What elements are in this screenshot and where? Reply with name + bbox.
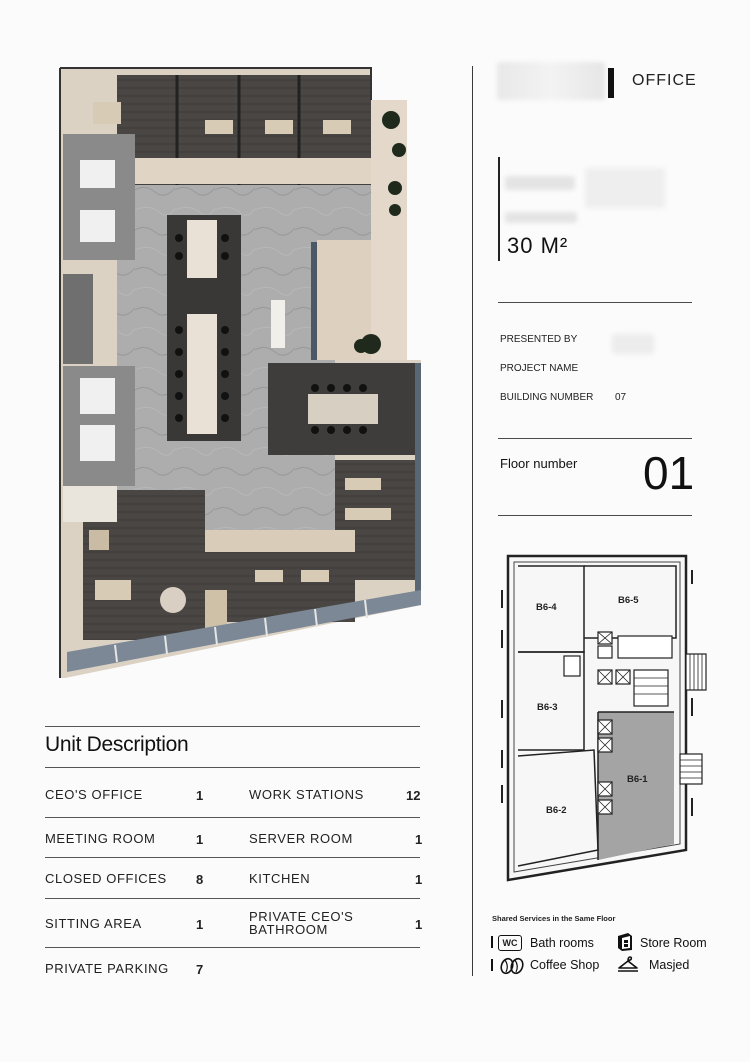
presented-by-label: PRESENTED BY <box>500 334 578 345</box>
masjed-label: Masjed <box>649 958 690 972</box>
divider <box>498 302 692 303</box>
blurred-presenter <box>612 334 654 354</box>
ud-value-kitchen: 1 <box>415 872 423 887</box>
coffee-shop-label: Coffee Shop <box>530 958 600 972</box>
ud-value-sitting-area: 1 <box>196 917 204 932</box>
building-key-plan <box>494 550 710 885</box>
divider <box>45 726 420 727</box>
divider <box>45 898 420 899</box>
ud-label-kitchen: KITCHEN <box>249 871 311 886</box>
ud-value-meeting-room: 1 <box>196 832 204 847</box>
divider <box>45 817 420 818</box>
shared-services-title: Shared Services in the Same Floor <box>492 914 616 923</box>
floor-number-value: 01 <box>643 447 695 499</box>
ud-label-server-room: SERVER ROOM <box>249 831 353 846</box>
ud-label-ceo-office: CEO'S OFFICE <box>45 787 143 802</box>
unit-label-b6-4: B6-4 <box>536 602 557 613</box>
unit-label-b6-3: B6-3 <box>537 702 558 713</box>
blurred-text-line <box>505 212 577 223</box>
project-name-label: PROJECT NAME <box>500 363 579 374</box>
building-number-value: 07 <box>615 392 627 403</box>
store-room-label: Store Room <box>640 936 707 950</box>
ud-value-server-room: 1 <box>415 832 423 847</box>
divider <box>498 438 692 439</box>
logo-separator <box>608 68 614 98</box>
ud-value-work-stations: 12 <box>406 788 421 803</box>
area-accent-bar <box>498 157 500 261</box>
divider <box>45 767 420 768</box>
ud-label-work-stations: WORK STATIONS <box>249 787 364 802</box>
ud-label-meeting-room: MEETING ROOM <box>45 831 156 846</box>
store-room-icon <box>616 932 634 952</box>
ud-value-private-parking: 7 <box>196 962 204 977</box>
unit-label-b6-2: B6-2 <box>546 805 567 816</box>
coffee-bean-icon <box>500 957 524 975</box>
area-value: 30 M² <box>507 233 569 258</box>
ud-label-closed-offices: CLOSED OFFICES <box>45 871 167 886</box>
divider <box>45 857 420 858</box>
ud-label-private-ceo-bathroom: PRIVATE CEO'S BATHROOM <box>249 909 354 937</box>
divider <box>498 515 692 516</box>
bath-rooms-label: Bath rooms <box>530 936 594 950</box>
property-type-label: OFFICE <box>632 72 697 89</box>
blurred-text-block <box>585 168 665 208</box>
unit-label-b6-1: B6-1 <box>627 774 648 785</box>
column-divider <box>472 66 473 976</box>
building-number-label: BUILDING NUMBER <box>500 392 594 403</box>
ud-label-private-parking: PRIVATE PARKING <box>45 961 169 976</box>
bullet-tick <box>491 936 493 948</box>
ud-value-closed-offices: 8 <box>196 872 204 887</box>
unit-description-title: Unit Description <box>45 733 189 756</box>
floor-number-label: Floor number <box>500 456 578 471</box>
office-3d-floor-plan <box>55 60 430 690</box>
divider <box>45 947 420 948</box>
hanger-icon <box>617 955 639 973</box>
bullet-tick <box>491 959 493 971</box>
blurred-logo <box>497 62 605 100</box>
ud-value-private-ceo-bathroom: 1 <box>415 917 423 932</box>
unit-label-b6-5: B6-5 <box>618 595 639 606</box>
wc-icon: WC <box>498 935 522 951</box>
ud-label-sitting-area: SITTING AREA <box>45 916 142 931</box>
blurred-text-line <box>505 176 575 190</box>
ud-value-ceo-office: 1 <box>196 788 204 803</box>
